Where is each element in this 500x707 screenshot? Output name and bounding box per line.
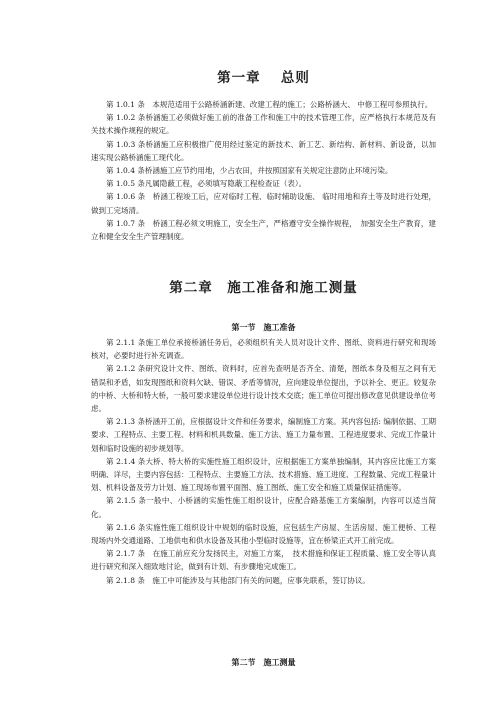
article-2-1-1: 第 2.1.1 条施工单位承接桥涵任务后，必须组织有关人员对设计文件、图纸、资料进行研究和现场核对，必要时进行补充调查。	[91, 338, 436, 361]
article-2-1-3: 第 2.1.3 条桥涵开工前，应根据设计文件和任务要求，编制施工方案。其内容包括: 编制依据、工期要求、工程特点、主要工程、材料和机具数量、施工方法、施工力量布置、工程进度要求、完成工作量计划和临时设施的初步规划等。	[91, 417, 436, 453]
article-2-1-6: 第 2.1.6 条实施性施工组织设计中规划的临时设施，应包括生产房屋、生活房屋、施工便桥、工程现场内外交通道路、工地供电和供水设备及其他小型临时设施等，宜在桥梁正式开工前完成。	[91, 522, 436, 546]
article-1-0-7: 第 1.0.7 条 桥涵工程必须文明施工，安全生产，严格遵守安全操作规程， 加强安全生产教育，建立和健全安全生产管理制度。	[91, 218, 436, 242]
chapter-1-body	[91, 98, 436, 243]
section-1-body	[91, 336, 436, 587]
article-1-0-2: 第 1.0.2 条桥涵施工必须做好施工前的准备工作和施工中的技术管理工作，应严格执行本规范及有关技术操作规程的规定。	[91, 113, 436, 136]
article-2-1-8: 第 2.1.8 条 施工中可能涉及与其他部门有关的问题，应事先联系，签订协议。	[106, 575, 370, 585]
article-2-1-4: 第 2.1.4 条大桥、特大桥的实施性施工组织设计，应根据施工方案单独编制，其内容应比施工方案明确、详尽，主要内容包括：工程特点、主要施工方法、技术措施、施工进度、工程数量、完成工程量计划、机料设备及劳力计划、施工现场布置平面图、施工图纸、施工安全和施工质量保证措施等。	[91, 456, 436, 493]
article-1-0-1: 第 1.0.1 条 本规范适用于公路桥涵新建、改建工程的施工；公路桥涵大、 中修工程可参照执行。	[106, 100, 433, 109]
article-2-1-2: 第 2.1.2 条研究设计文件、图纸、资料时，应首先查明是否齐全、清楚，图纸本身及相互之间有无错误和矛盾，如发现图纸和资料欠缺、错误、矛盾等情况，应向建设单位提出，予以补全、更正。较复杂的中桥、大桥和特大桥，一般可要求建设单位进行设计技术交底；施工单位可提出修改意见供建设单位考虑。	[91, 364, 436, 414]
article-1-0-6: 第 1.0.6 条 桥涵工程竣工后，应对临时工程、临时辅助设施、 临时用地和弃土等及时进行处理，做到工完场清。	[91, 192, 436, 215]
section-1-title: 第一节 施工准备	[231, 323, 296, 332]
section-2-title: 第二节 施工测量	[231, 658, 296, 667]
article-1-0-3: 第 1.0.3 条桥涵施工应积极推广使用经过鉴定的新技术、新工艺、新结构、新材料、新设备，以加速实现公路桥涵施工现代化。	[91, 139, 436, 162]
article-1-0-5: 第 1.0.5 条凡属隐蔽工程，必须填写隐蔽工程检查证（表）。	[106, 179, 307, 189]
chapter-2-title: 第二章 施工准备和施工测量	[169, 280, 358, 296]
chapter-1-title: 第一章 总则	[217, 70, 310, 86]
article-2-1-5: 第 2.1.5 条一般中、小桥涵的实施性施工组织设计，应配合路基施工方案编制，内容可以适当简化。	[91, 496, 436, 519]
article-2-1-7: 第 2.1.7 条 在施工前应充分发扬民主，对施工方案， 技术措施和保证工程质量、施工安全等认真进行研究和深入细致地讨论，做到有计划、有步骤地完成施工。	[91, 549, 436, 572]
article-1-0-4: 第 1.0.4 条桥涵施工应节约用地，少占农田，并按照国家有关规定注意防止环境污染。	[106, 166, 393, 176]
